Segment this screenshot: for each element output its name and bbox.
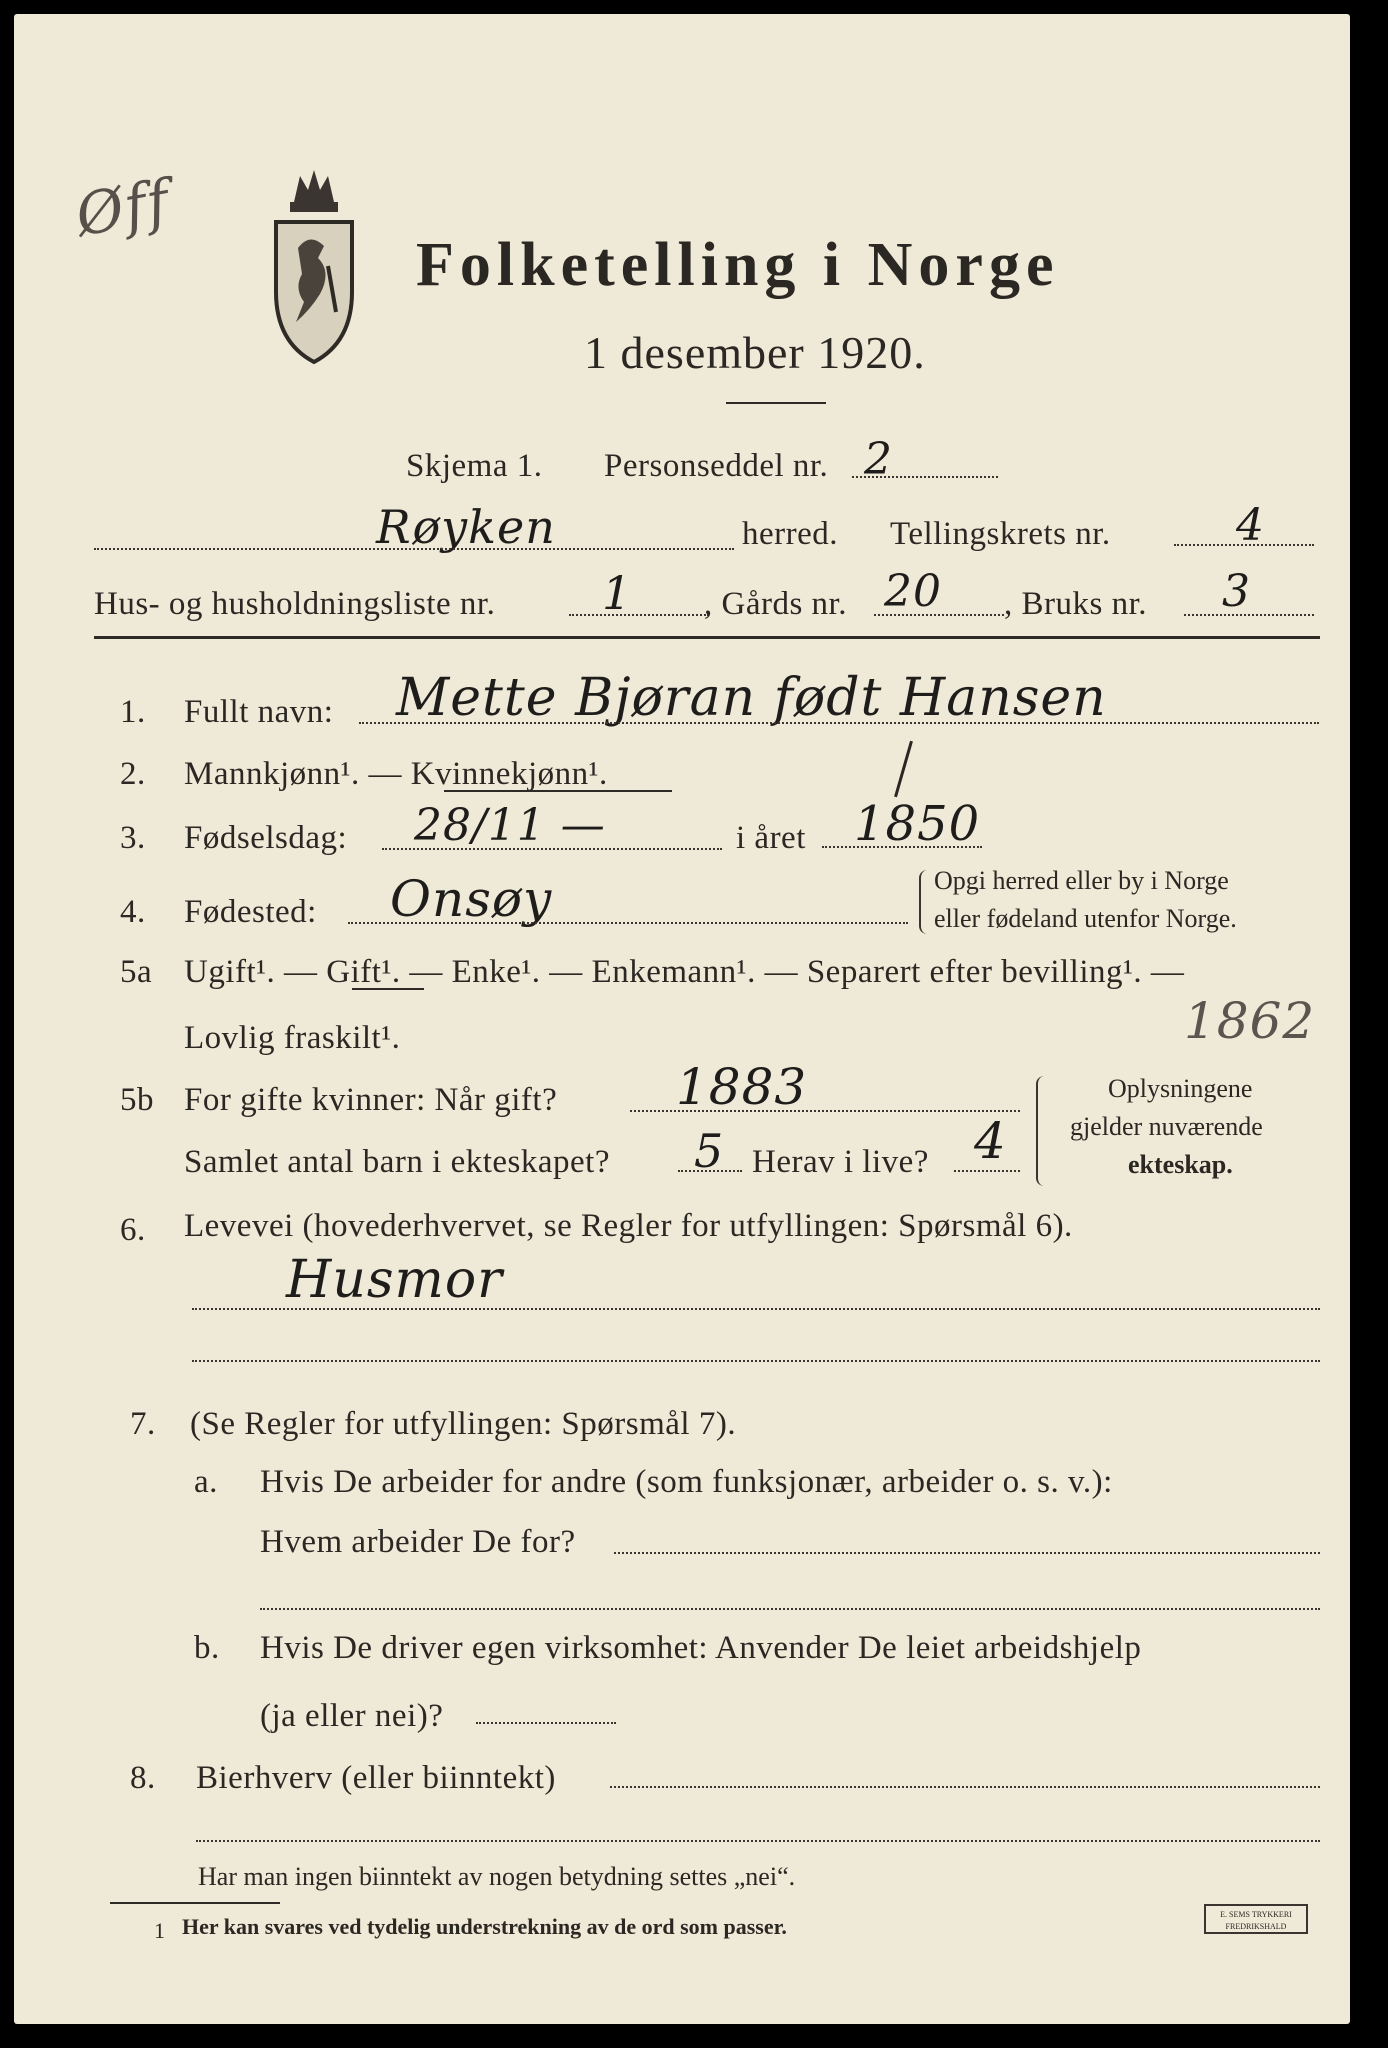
- q6-number: 6.: [120, 1212, 146, 1248]
- q5a-margin-value: 1862: [1184, 992, 1316, 1050]
- personseddel-value: 2: [864, 434, 893, 485]
- q5b-line1: [630, 1110, 1020, 1112]
- q7-label: (Se Regler for utfyllingen: Spørsmål 7).: [190, 1406, 737, 1442]
- hus-label: Hus- og husholdningsliste nr.: [94, 586, 496, 622]
- hus-value: 1: [602, 566, 633, 620]
- bruks-line: [1184, 614, 1314, 616]
- q5b-brace: [1036, 1076, 1050, 1186]
- gards-label: , Gårds nr.: [704, 586, 847, 622]
- q2-number: 2.: [120, 756, 146, 792]
- q5b-label2: Samlet antal barn i ekteskapet?: [184, 1144, 611, 1180]
- bruks-label: , Bruks nr.: [1004, 586, 1148, 622]
- footnote-text: Her kan svares ved tydelig understrekning av de ord som passer.: [182, 1914, 787, 1939]
- q1-full-name: Mette Bjøran født Hansen: [396, 668, 1107, 728]
- footer-note: Har man ingen biinntekt av nogen betydning settes „nei“.: [198, 1862, 796, 1891]
- personseddel-line: [852, 476, 998, 478]
- q5b-note-line3: ekteskap.: [1128, 1150, 1233, 1179]
- printer-line1: E. SEMS TRYKKERI: [1220, 1910, 1292, 1919]
- q4-note-line2: eller fødeland utenfor Norge.: [934, 904, 1237, 933]
- q3-year-line: [822, 846, 982, 848]
- census-form-page: [14, 14, 1350, 2024]
- q7a-answer-line: [614, 1552, 1320, 1554]
- skjema-label: Skjema 1.: [406, 448, 543, 484]
- hus-line: [569, 614, 709, 616]
- q6-line2: [192, 1360, 1320, 1362]
- q5b-label1: For gifte kvinner: Når gift?: [184, 1082, 558, 1118]
- herred-value: Røyken: [376, 500, 556, 554]
- q7a-line2: Hvem arbeider De for?: [260, 1524, 576, 1560]
- q5a-number: 5a: [120, 954, 153, 990]
- gards-line: [874, 614, 1004, 616]
- q8-line1: [610, 1786, 1320, 1788]
- q8-number: 8.: [130, 1760, 156, 1796]
- personseddel-label: Personseddel nr.: [604, 448, 829, 484]
- q2-underline: [444, 790, 672, 792]
- q4-note-line1: Opgi herred eller by i Norge: [934, 866, 1229, 895]
- q1-number: 1.: [120, 694, 146, 730]
- q5a-underline: [352, 988, 424, 990]
- q5b-note-line2: gjelder nuværende: [1070, 1112, 1263, 1141]
- tellingskrets-value: 4: [1236, 500, 1265, 551]
- q7a-line1: Hvis De arbeider for andre (som funksjonær, arbeider o. s. v.):: [260, 1464, 1113, 1500]
- q4-number: 4.: [120, 894, 146, 930]
- q5b-married-year: 1883: [676, 1058, 808, 1116]
- printer-stamp: [1204, 1904, 1308, 1934]
- q3-birthdate: 28/11 —: [414, 800, 606, 851]
- q5b-number: 5b: [120, 1082, 154, 1118]
- q3-label: Fødselsdag:: [184, 820, 348, 856]
- q1-line: [359, 722, 1319, 724]
- corner-mark: Øff: [70, 166, 175, 250]
- q2-label: Mannkjønn¹. — Kvinnekjønn¹.: [184, 756, 608, 792]
- q3-year: 1850: [854, 796, 981, 852]
- herred-line: [94, 548, 734, 550]
- q5b-children-total: 5: [694, 1124, 725, 1178]
- q1-label: Fullt navn:: [184, 694, 334, 730]
- header-rule: [94, 636, 1320, 639]
- q4-brace: [919, 870, 931, 934]
- q5b-label3: Herav i live?: [752, 1144, 929, 1180]
- q8-line2: [196, 1840, 1320, 1842]
- q6-occupation: Husmor: [286, 1250, 503, 1310]
- form-date: 1 desember 1920.: [584, 327, 926, 378]
- q7b-answer-line: [476, 1722, 616, 1724]
- herred-label: herred.: [742, 516, 839, 552]
- printer-line2: FREDRIKSHALD: [1225, 1922, 1287, 1931]
- q4-line: [348, 922, 908, 924]
- q5a-line1: Ugift¹. — Gift¹. — Enke¹. — Enkemann¹. — Separert efter bevilling¹. —: [184, 954, 1185, 990]
- q3-line: [382, 848, 722, 850]
- q7-number: 7.: [130, 1406, 156, 1442]
- q5b-children-alive: 4: [974, 1112, 1007, 1170]
- q7b-line2: (ja eller nei)?: [260, 1698, 444, 1734]
- q7b-letter: b.: [194, 1630, 220, 1666]
- tellingskrets-line: [1174, 544, 1314, 546]
- footnote-mark: 1: [154, 1918, 165, 1943]
- q3-number: 3.: [120, 820, 146, 856]
- q7a-answer-line2: [260, 1608, 1320, 1610]
- gards-value: 20: [884, 566, 942, 617]
- q6-label: Levevei (hovederhvervet, se Regler for utfyllingen: Spørsmål 6).: [184, 1208, 1073, 1244]
- q5b-note-line1: Oplysningene: [1108, 1074, 1253, 1103]
- q2-mark: [894, 741, 913, 798]
- footnote-rule: [110, 1902, 280, 1904]
- q7a-letter: a.: [194, 1464, 218, 1500]
- title-divider: [726, 402, 826, 404]
- tellingskrets-label: Tellingskrets nr.: [890, 516, 1111, 552]
- q5b-line3: [954, 1170, 1020, 1172]
- bruks-value: 3: [1222, 566, 1251, 617]
- coat-of-arms-icon: [254, 162, 374, 372]
- q3-year-label: i året: [736, 820, 806, 856]
- q6-line1: [192, 1308, 1320, 1310]
- q4-birthplace: Onsøy: [390, 870, 553, 928]
- q5a-line2: Lovlig fraskilt¹.: [184, 1020, 401, 1056]
- q7b-line1: Hvis De driver egen virksomhet: Anvender De leiet arbeidshjelp: [260, 1630, 1142, 1666]
- q4-label: Fødested:: [184, 894, 317, 930]
- form-title: Folketelling i Norge: [416, 231, 1060, 299]
- q5b-line2: [678, 1170, 742, 1172]
- q8-label: Bierhverv (eller biinntekt): [196, 1760, 556, 1796]
